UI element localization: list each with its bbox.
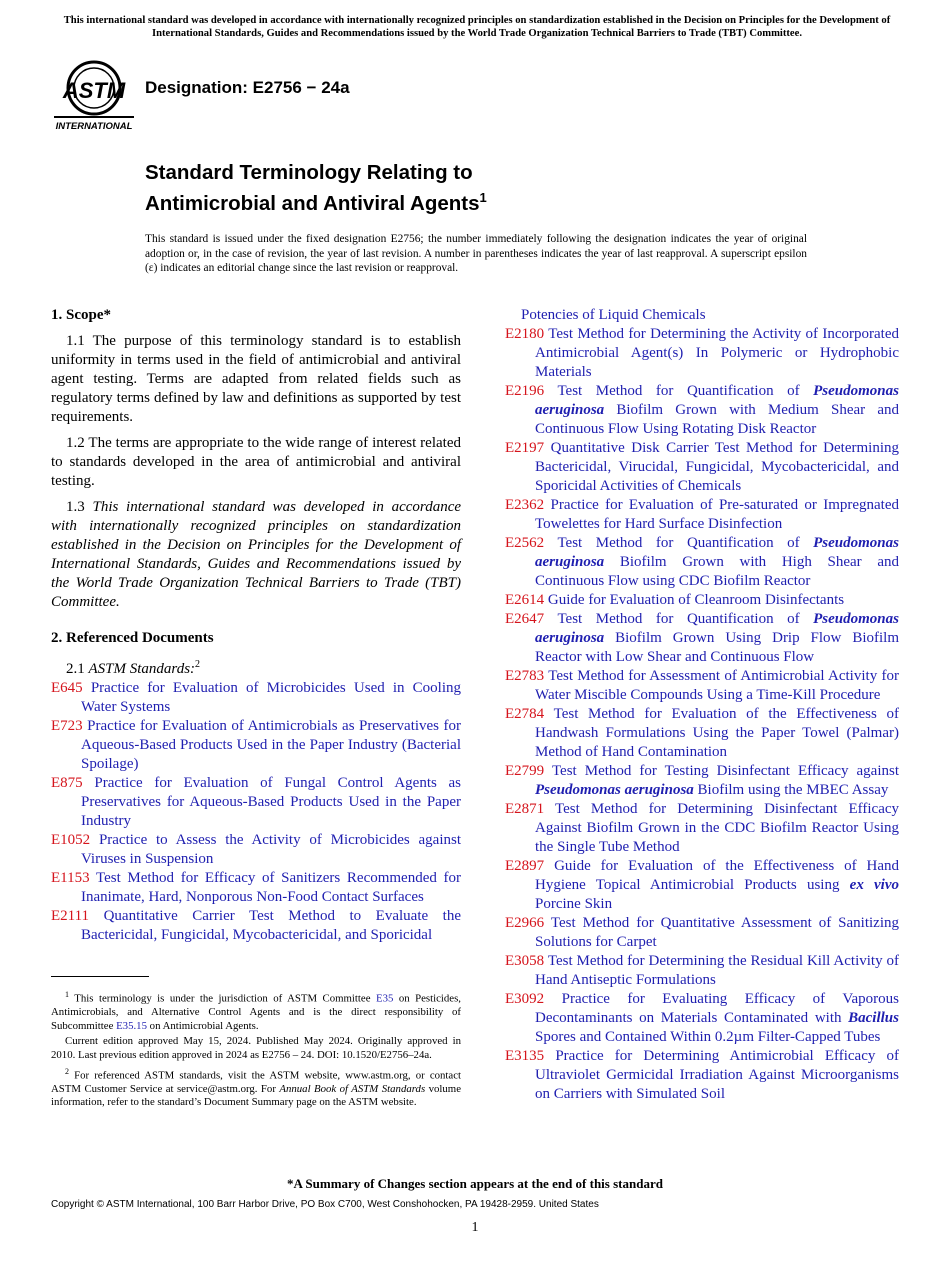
reference-code[interactable]: E1052 <box>51 832 91 848</box>
reference-item[interactable] <box>505 990 899 1047</box>
reference-title[interactable]: Pseudomonas aeruginosa <box>535 782 694 798</box>
reference-code[interactable]: E2614 <box>505 592 545 608</box>
reference-item[interactable] <box>51 907 461 945</box>
reference-title[interactable]: Guide for Evaluation of the Effectiveness of Hand Hygiene Topical Antimicrobial Products using <box>535 858 899 893</box>
refdocs-heading: 2. Referenced Documents <box>51 630 214 646</box>
astm-standards-label: 2.1 ASTM Standards:$^2$ <box>66 659 201 677</box>
reference-code[interactable]: E2784 <box>505 706 545 722</box>
reference-code[interactable]: E2180 <box>505 326 545 342</box>
reference-code[interactable]: E2647 <box>505 611 545 627</box>
reference-title[interactable]: Spores and Contained Within 0.2µm Filter-Capped Tubes <box>535 1029 881 1045</box>
reference-title[interactable]: Test Method for Quantitative Assessment of Sanitizing Solutions for Carpet <box>535 915 899 950</box>
document-title <box>145 160 845 216</box>
reference-title[interactable]: Pseudomonas aeruginosa <box>535 535 899 570</box>
reference-title[interactable]: Test Method for Assessment of Antimicrobial Activity for Water Miscible Compounds Using a Time-Kill Procedure <box>535 668 899 703</box>
reference-title[interactable]: Test Method for Quantification of <box>557 611 814 627</box>
reference-code[interactable]: E2197 <box>505 440 545 456</box>
reference-title[interactable]: Pseudomonas aeruginosa <box>535 611 899 646</box>
reference-title[interactable]: Biofilm Grown with Medium Shear and Continuous Flow Using Rotating Disk Reactor <box>535 402 899 437</box>
reference-title[interactable]: Test Method for Evaluation of the Effectiveness of Handwash Formulations Using the Paper Towel (Palmar) Method of Hand Contamination <box>535 706 900 760</box>
reference-item[interactable] <box>505 534 899 591</box>
reference-item[interactable] <box>505 857 899 914</box>
committee-link[interactable]: E35 <box>375 992 394 1005</box>
reference-code[interactable]: E2799 <box>505 763 545 779</box>
logo-mark: ASTM <box>62 78 126 103</box>
reference-title[interactable]: ex vivo <box>849 877 899 893</box>
reference-code[interactable]: E1153 <box>51 870 90 886</box>
right-column <box>505 306 899 1104</box>
reference-title[interactable]: Practice for Evaluation of Fungal Control Agents as Preservatives for Aqueous-Based Products Used in the Paper Industry <box>81 775 462 829</box>
reference-item[interactable] <box>51 774 461 831</box>
title-footnote-mark: 1 <box>479 190 487 205</box>
scope-heading: 1. Scope* <box>51 307 111 323</box>
reference-title[interactable]: Practice for Evaluation of Microbicides Used in Cooling Water Systems <box>81 680 462 715</box>
reference-item[interactable] <box>505 591 899 610</box>
reference-item[interactable] <box>505 705 899 762</box>
reference-title[interactable]: Practice for Determining Antimicrobial Efficacy of Ultraviolet Germicidal Irradiation Against Microorganisms on Carriers with Simulated Soil <box>535 1048 900 1102</box>
reference-title[interactable]: Bacillus <box>848 1010 899 1026</box>
reference-code[interactable]: E2562 <box>505 535 545 551</box>
issued-note: This standard is issued under the fixed designation E2756; the number immediately following the designation indicates the year of original adoption or, in the case of revision, the year of last revision. A number in parentheses indicates the year of last reapproval. A superscript epsilon (ε) indicates an editorial change since the last revision or reapproval. <box>145 233 807 274</box>
title-line-1: Standard Terminology Relating to <box>145 161 473 184</box>
header-notice: This international standard was developed in accordance with internationally recognized principles on standardization established in the Decision on Principles for the Development of International Standards, Guides and Recommendations issued by the World Trade Organization Technical Barriers to Trade (TBT) Committee. <box>63 15 891 39</box>
footnote-1: $^1$ This terminology is under the jurisdiction of ASTM Committee E35 on Pesticides, Antimicrobials, and Alternative Control Agents and is the direct responsibility of Subcommittee E35.15 on Antimicrobial Agents. <box>51 990 462 1032</box>
title-line-2: Antimicrobial and Antiviral Agents <box>145 191 480 215</box>
reference-code[interactable]: E2783 <box>505 668 545 684</box>
reference-title[interactable]: Test Method for Quantification of <box>557 535 814 551</box>
reference-title[interactable]: Test Method for Determining the Residual Kill Activity of Hand Antiseptic Formulations <box>535 953 899 988</box>
reference-item[interactable] <box>51 717 461 774</box>
reference-title[interactable]: Test Method for Efficacy of Sanitizers Recommended for Inanimate, Hard, Nonporous Non-Food Contact Surfaces <box>81 870 462 905</box>
reference-title[interactable]: Guide for Evaluation of Cleanroom Disinfectants <box>547 592 845 608</box>
page-number: 1 <box>471 1220 479 1235</box>
reference-title[interactable]: Porcine Skin <box>535 896 613 912</box>
reference-item[interactable] <box>505 496 899 534</box>
reference-code[interactable]: E3135 <box>505 1048 545 1064</box>
reference-item[interactable] <box>505 800 899 857</box>
reference-item[interactable] <box>505 325 899 382</box>
reference-title[interactable]: Practice for Evaluating Efficacy of Vaporous Decontaminants on Materials Contaminated with <box>535 991 900 1026</box>
footnotes <box>51 988 461 1112</box>
subcommittee-link[interactable]: E35.15 <box>116 1019 147 1032</box>
copyright: Copyright © ASTM International, 100 Barr Harbor Drive, PO Box C700, West Conshohocken, PA 19428-2959. United States <box>51 1199 599 1210</box>
reference-code[interactable]: E723 <box>51 718 83 734</box>
reference-item[interactable] <box>51 869 461 907</box>
scope-paragraph-3 <box>51 498 461 612</box>
reference-continuation: Potencies of Liquid Chemicals <box>521 307 706 323</box>
footnote-2: $^2$ For referenced ASTM standards, visit the ASTM website, www.astm.org, or contact ASTM Customer Service at service@astm.org. For Annual Book of ASTM Standards volume information, refer to the standard’s Document Summary page on the ASTM website. <box>51 1066 461 1109</box>
reference-title[interactable]: Quantitative Disk Carrier Test Method for Determining Bactericidal, Virucidal, Fungicidal, Mycobactericidal, and Sporicidal Activities of Chemicals <box>535 440 899 494</box>
reference-code[interactable]: E645 <box>51 680 83 696</box>
reference-title[interactable]: Quantitative Carrier Test Method to Evaluate the Bactericidal, Fungicidal, Mycobactericidal, and Sporicidal <box>81 908 462 943</box>
reference-code[interactable]: E2362 <box>505 497 545 513</box>
reference-code[interactable]: E2966 <box>505 915 545 931</box>
reference-item[interactable] <box>505 667 899 705</box>
reference-title[interactable]: Practice for Evaluation of Antimicrobials as Preservatives for Aqueous-Based Products Used in the Paper Industry (Bacterial Spoilage) <box>81 718 462 772</box>
reference-code[interactable]: E875 <box>51 775 83 791</box>
summary-note: *A Summary of Changes section appears at the end of this standard <box>287 1176 663 1191</box>
reference-title[interactable]: Test Method for Testing Disinfectant Efficacy against <box>551 763 899 779</box>
scope-paragraph-2: 1.2 The terms are appropriate to the wide range of interest related to standards developed in the area of antimicrobial and antiviral testing. <box>51 435 461 489</box>
reference-code[interactable]: E3058 <box>505 953 545 969</box>
reference-title[interactable]: Pseudomonas aeruginosa <box>535 383 899 418</box>
reference-title[interactable]: Biofilm Grown with High Shear and Continuous Flow using CDC Biofilm Reactor <box>535 554 899 589</box>
reference-item[interactable] <box>505 952 899 990</box>
logo-caption: INTERNATIONAL <box>55 121 133 132</box>
reference-item[interactable] <box>505 762 899 800</box>
reference-code[interactable]: E3092 <box>505 991 545 1007</box>
reference-item[interactable] <box>505 439 899 496</box>
scope-paragraph-3-number: 1.3 <box>66 499 85 515</box>
scope-paragraph-3-text: This international standard was developed in accordance with internationally recognized principles on standardization established in the Decision on Principles for the Development of International Standards, Guides and Recommendations issued by the World Trade Organization Technical Barriers to Trade (TBT) Committee. <box>51 499 462 610</box>
reference-item[interactable] <box>51 679 461 717</box>
reference-code[interactable]: E2897 <box>505 858 545 874</box>
reference-item[interactable] <box>505 382 899 439</box>
reference-item[interactable] <box>505 1047 899 1104</box>
left-column <box>51 306 461 945</box>
reference-title[interactable]: Test Method for Quantification of <box>557 383 814 399</box>
reference-title[interactable]: Biofilm Grown Using Drip Flow Biofilm Reactor with Low Shear and Continuous Flow <box>535 630 899 665</box>
reference-code[interactable]: E2871 <box>505 801 545 817</box>
reference-item[interactable] <box>51 831 461 869</box>
scope-paragraph-1: 1.1 The purpose of this terminology standard is to establish uniformity in terms used in the field of antimicrobial and antiviral agent testing. Terms are adapted from related fields such as regulatory terms defined by law and definitions as supported by test requirements. <box>51 333 461 425</box>
reference-title[interactable]: Biofilm using the MBEC Assay <box>693 782 889 798</box>
reference-item[interactable] <box>505 610 899 667</box>
reference-title[interactable]: Practice to Assess the Activity of Microbicides against Viruses in Suspension <box>81 832 461 867</box>
designation: Designation: E2756 − 24a <box>145 78 350 97</box>
footnote-rule <box>51 976 149 977</box>
reference-code[interactable]: E2111 <box>51 908 90 924</box>
reference-title[interactable]: Test Method for Determining the Activity of Incorporated Antimicrobial Agent(s) In Polymeric or Hydrophobic Materials <box>535 326 899 380</box>
reference-code[interactable]: E2196 <box>505 383 545 399</box>
footnote-edition: Current edition approved May 15, 2024. Published May 2024. Originally approved in 2010. Last previous edition approved in 2024 as E2756 – 24. DOI: 10.1520/E2756–24a. <box>51 1035 461 1061</box>
reference-title[interactable]: Test Method for Determining Disinfectant Efficacy Against Biofilm Grown in the CDC Biofilm Reactor Using the Single Tube Method <box>535 801 900 855</box>
reference-title[interactable]: Practice for Evaluation of Pre-saturated or Impregnated Towelettes for Hard Surface Disinfection <box>535 497 899 532</box>
reference-item[interactable] <box>505 914 899 952</box>
astm-logo <box>54 58 134 132</box>
